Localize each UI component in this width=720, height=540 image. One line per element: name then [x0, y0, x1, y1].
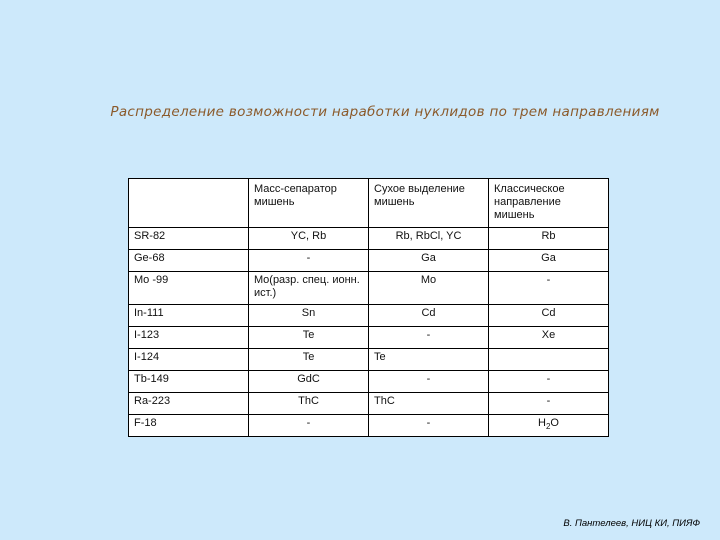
nuclide-cell: Ge-68 [129, 250, 249, 272]
classic-cell: Xe [489, 327, 609, 349]
slide-title: Распределение возможности наработки нуклидов по трем направлениям [110, 104, 660, 120]
mass-separator-cell: ThC [249, 393, 369, 415]
dry-extraction-cell: Cd [369, 305, 489, 327]
classic-cell: Cd [489, 305, 609, 327]
dry-extraction-cell: - [369, 371, 489, 393]
nuclide-cell: I-123 [129, 327, 249, 349]
table-header-row [129, 179, 609, 228]
mass-separator-cell: - [249, 250, 369, 272]
header-dry-extraction: Сухое выделение мишень [369, 179, 489, 228]
table-row [129, 415, 609, 437]
nuclide-cell: Tb-149 [129, 371, 249, 393]
table-row [129, 371, 609, 393]
table-row [129, 393, 609, 415]
dry-extraction-cell: Te [369, 349, 489, 371]
water-formula-o: O [550, 417, 559, 429]
mass-separator-cell: Te [249, 349, 369, 371]
dry-extraction-cell: ThC [369, 393, 489, 415]
nuclide-cell: F-18 [129, 415, 249, 437]
classic-cell: - [489, 393, 609, 415]
mass-separator-cell: Sn [249, 305, 369, 327]
nuclide-cell: Ra-223 [129, 393, 249, 415]
nuclide-cell: Mo -99 [129, 272, 249, 305]
classic-cell: Rb [489, 228, 609, 250]
header-cell-empty [129, 179, 249, 228]
dry-extraction-cell: - [369, 415, 489, 437]
mass-separator-cell: YC, Rb [249, 228, 369, 250]
classic-cell [489, 349, 609, 371]
table-row [129, 305, 609, 327]
water-formula-h: H [538, 417, 546, 429]
author-footer: В. Пантелеев, НИЦ КИ, ПИЯФ [563, 518, 700, 529]
classic-cell: - [489, 272, 609, 305]
table-row [129, 272, 609, 305]
nuclide-cell: SR-82 [129, 228, 249, 250]
table-row [129, 327, 609, 349]
dry-extraction-cell: Ga [369, 250, 489, 272]
classic-cell: - [489, 371, 609, 393]
nuclide-cell: In-111 [129, 305, 249, 327]
dry-extraction-cell: - [369, 327, 489, 349]
header-mass-separator: Масс-сепаратор мишень [249, 179, 369, 228]
nuclide-table [128, 178, 609, 437]
classic-cell: Ga [489, 250, 609, 272]
dry-extraction-cell: Rb, RbCl, YC [369, 228, 489, 250]
mass-separator-cell: - [249, 415, 369, 437]
water-formula-sub: 2 [545, 422, 551, 432]
mass-separator-cell: Mo(разр. спец. ионн. ист.) [249, 272, 369, 305]
mass-separator-cell: GdC [249, 371, 369, 393]
dry-extraction-cell: Mo [369, 272, 489, 305]
header-classic-direction: Классическое направление мишень [489, 179, 609, 228]
nuclide-cell: I-124 [129, 349, 249, 371]
table-row [129, 228, 609, 250]
table-row [129, 349, 609, 371]
classic-cell [489, 415, 609, 437]
mass-separator-cell: Te [249, 327, 369, 349]
table-row [129, 250, 609, 272]
